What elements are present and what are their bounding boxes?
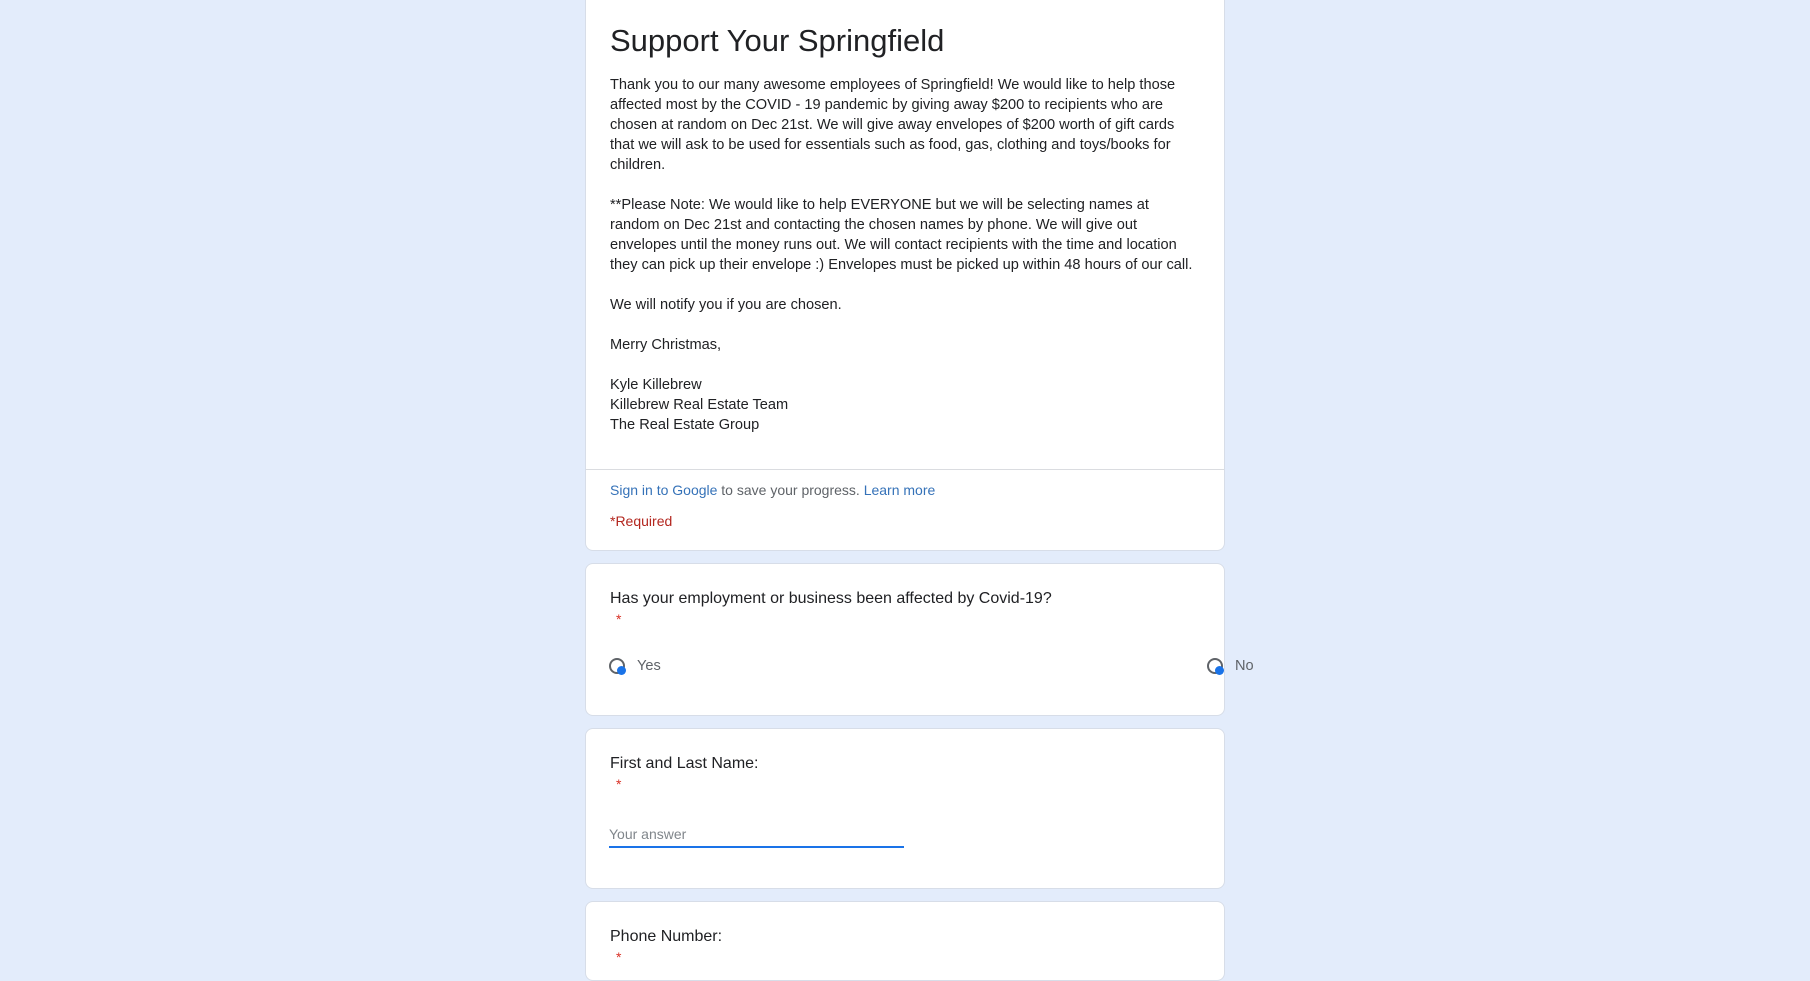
question-card-phone bbox=[585, 901, 1225, 981]
radio-option-no[interactable] bbox=[1207, 658, 1254, 674]
signin-text: to save your progress. bbox=[717, 482, 864, 498]
radio-option-yes[interactable] bbox=[609, 658, 661, 674]
radio-label-yes: Yes bbox=[637, 658, 661, 674]
required-note: *Required bbox=[610, 513, 673, 529]
question-card-name bbox=[585, 728, 1225, 889]
form-title: Support Your Springfield bbox=[610, 23, 945, 58]
signin-row bbox=[610, 481, 935, 499]
question-title: Has your employment or business been affected by Covid-19? bbox=[610, 590, 1052, 607]
name-answer-input[interactable] bbox=[609, 826, 904, 848]
learn-more-link[interactable]: Learn more bbox=[863, 482, 936, 498]
sign-in-link[interactable]: Sign in to Google bbox=[610, 482, 718, 498]
form-description: Thank you to our many awesome employees of Springfield! We would like to help those affected most by the COVID - 19 pandemic by giving away $200 to recipients who are chosen at random on Dec 21st. We will give away envelopes of $200 worth of gift cards that we will ask to be used for essentials such as food, gas, clothing and toys/books for children. **Please Note: We would like to help EVERYONE but we will be selecting names at random on Dec 21st and contacting the chosen names by phone. We will give out envelopes until the money runs out. We will contact recipients with the time and location they can pick up their envelope :) Envelopes must be picked up within 48 hours of our call. We will notify you if you are chosen. Merry Christmas, Kyle Killebrew Killebrew Real Estate Team The Real Estate Group bbox=[610, 77, 1193, 433]
required-asterisk: * bbox=[616, 949, 622, 965]
required-asterisk: * bbox=[616, 611, 622, 627]
header-divider bbox=[586, 469, 1224, 470]
question-card-covid-affected bbox=[585, 563, 1225, 716]
form-header-card bbox=[585, 0, 1225, 551]
question-title: Phone Number: bbox=[610, 928, 723, 945]
radio-dot-icon bbox=[617, 666, 626, 675]
radio-button-icon[interactable] bbox=[609, 658, 625, 674]
radio-button-icon[interactable] bbox=[1207, 658, 1223, 674]
radio-dot-icon bbox=[1215, 666, 1224, 675]
radio-label-no: No bbox=[1235, 658, 1254, 674]
required-asterisk: * bbox=[616, 776, 622, 792]
question-title: First and Last Name: bbox=[610, 755, 759, 772]
